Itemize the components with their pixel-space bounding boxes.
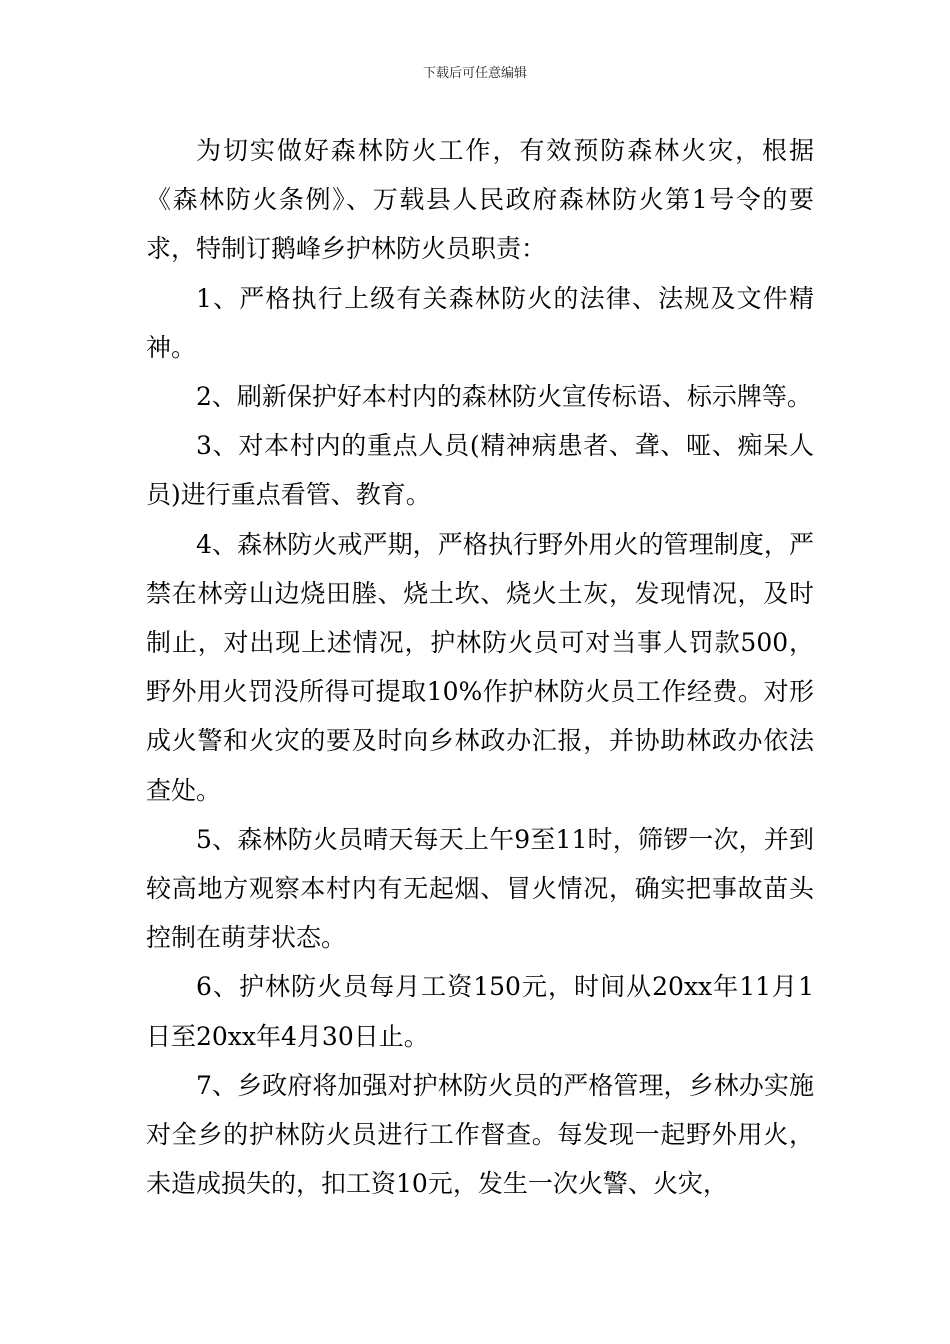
document-body <box>146 126 814 1208</box>
duty-item-6: 6、护林防火员每月工资150元，时间从20xx年11月1日至20xx年4月30日止。 <box>146 972 814 1051</box>
duty-item-2: 2、刷新保护好本村内的森林防火宣传标语、标示牌等。 <box>196 382 812 412</box>
page-header: 下载后可任意编辑 <box>422 66 527 81</box>
duty-item-1: 1、严格执行上级有关森林防火的法律、法规及文件精神。 <box>146 283 814 362</box>
intro-paragraph: 为切实做好森林防火工作，有效预防森林火灾，根据《森林防火条例》、万载县人民政府森林防火第1号令的要求，特制订鹅峰乡护林防火员职责： <box>146 136 814 264</box>
duty-item-4: 4、森林防火戒严期，严格执行野外用火的管理制度，严禁在林旁山边烧田塍、烧土坎、烧火土灰，发现情况，及时制止，对出现上述情况，护林防火员可对当事人罚款500，野外用火罚没所得可提取10%作护林防火员工作经费。对形成火警和火灾的要及时向乡林政办汇报，并协助林政办依法查处。 <box>146 529 814 805</box>
duty-item-5: 5、森林防火员晴天每天上午9至11时，筛锣一次，并到较高地方观察本村内有无起烟、冒火情况，确实把事故苗头控制在萌芽状态。 <box>146 824 814 953</box>
duty-item-7: 7、乡政府将加强对护林防火员的严格管理，乡林办实施对全乡的护林防火员进行工作督查。每发现一起野外用火，未造成损失的，扣工资10元，发生一次火警、火灾， <box>146 1070 814 1199</box>
duty-item-3: 3、对本村内的重点人员(精神病患者、聋、哑、痴呆人员)进行重点看管、教育。 <box>146 431 814 510</box>
